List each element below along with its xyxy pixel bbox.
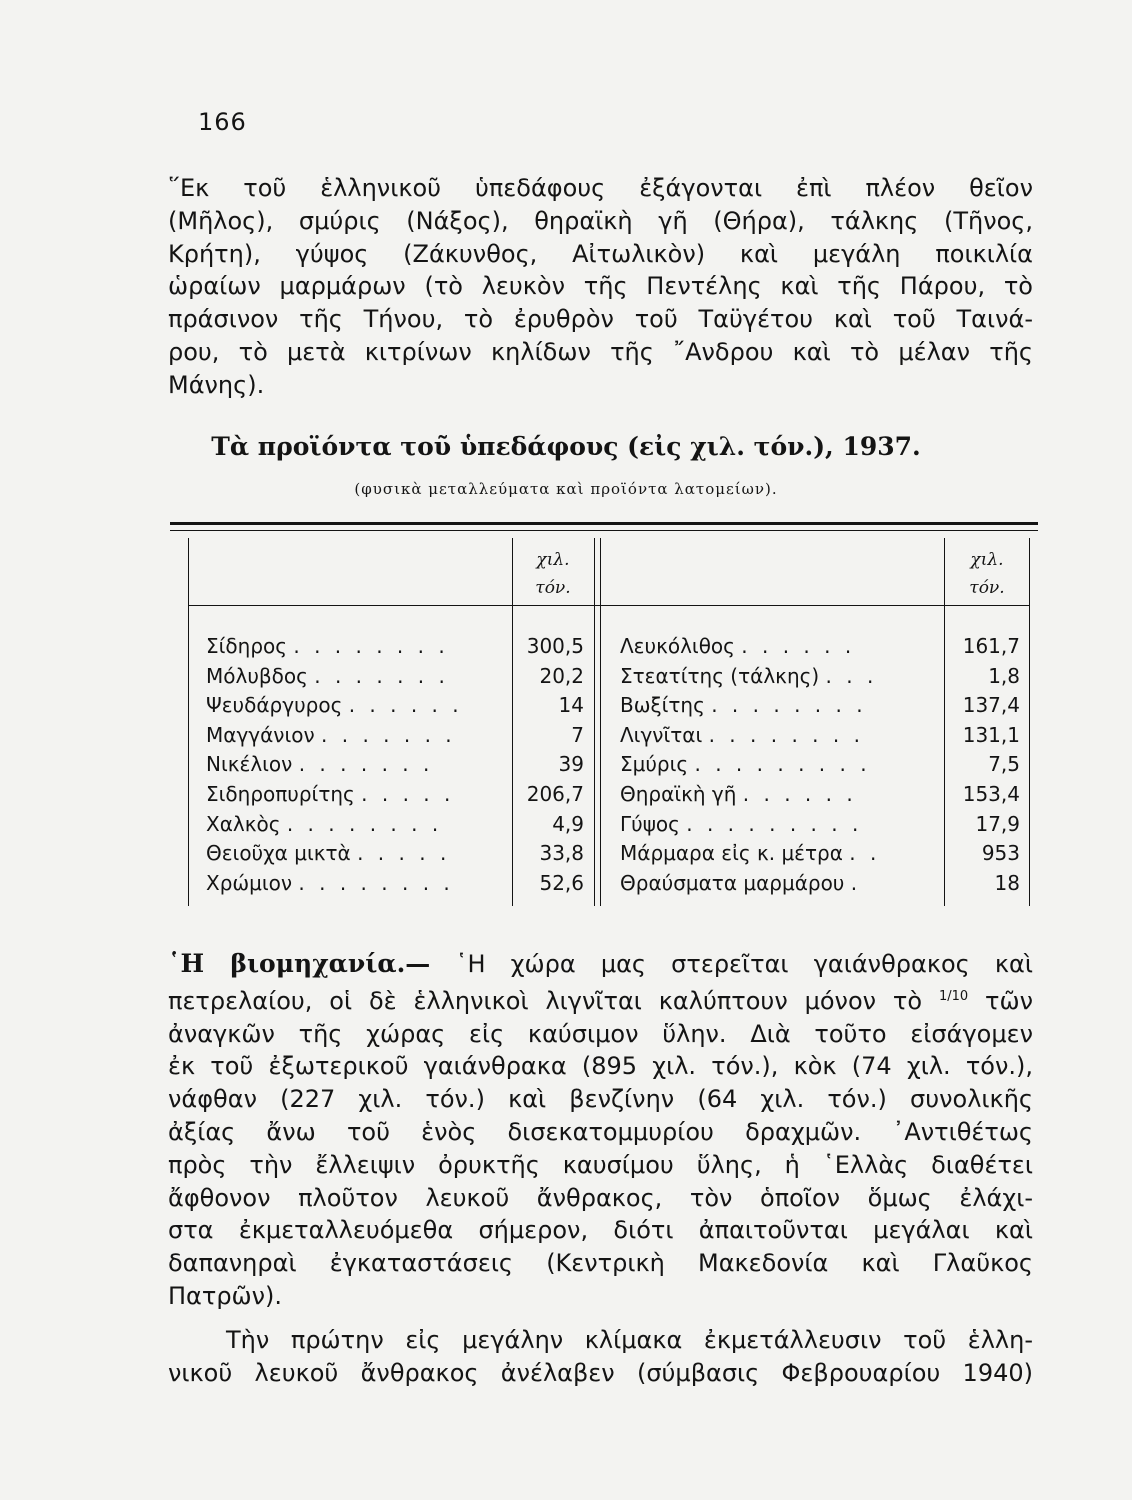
leader-dots: . . . . . . . . bbox=[293, 634, 449, 658]
table-row-value: 52,6 bbox=[539, 870, 584, 895]
table-row-name bbox=[620, 780, 857, 809]
table-divider bbox=[594, 538, 595, 906]
leader-dots: . . . . . . bbox=[348, 693, 463, 718]
material-name: Βωξίτης bbox=[620, 693, 705, 718]
table-row-name bbox=[206, 721, 456, 750]
leader-dots: . . . . . . . . bbox=[298, 870, 454, 895]
unit-header-line: τόν. bbox=[535, 578, 571, 598]
material-name: Μαγγάνιον bbox=[206, 722, 315, 747]
leader-dots: . . . . . . bbox=[741, 634, 856, 658]
industry-line: ἀξίας ἄνω τοῦ ἑνὸς δισεκατομμυρίου δραχμῶν. ᾿Αντιθέτως bbox=[168, 1117, 1033, 1146]
table-divider bbox=[600, 538, 601, 906]
industry-line: ἐκ τοῦ ἐξωτερικοῦ γαιάνθρακα (895 χιλ. τόν.), κὸκ (74 χιλ. τόν.), bbox=[168, 1052, 1033, 1081]
material-name: Σίδηρος bbox=[206, 634, 287, 658]
leader-dots: . . bbox=[849, 841, 881, 866]
table-row-value: 953 bbox=[981, 841, 1020, 866]
industry-line: ἄφθονον πλοῦτον λευκοῦ ἄνθρακος, τὸν ὁποῖον ὅμως ἐλάχι- bbox=[168, 1183, 1033, 1212]
table-row-name bbox=[620, 750, 871, 779]
intro-line: πράσινον τῆς Τήνου, τὸ ἐρυθρὸν τοῦ Ταϋγέτου καὶ τοῦ Ταινά- bbox=[168, 305, 1033, 334]
material-name: Μόλυβδος bbox=[206, 663, 308, 688]
industry-line bbox=[168, 981, 1033, 1018]
table-row-value: 206,7 bbox=[526, 782, 584, 806]
leader-dots: . . . bbox=[825, 663, 878, 688]
table-row-name bbox=[620, 691, 867, 720]
leader-dots: . . . . . . . . bbox=[286, 811, 443, 836]
industry-line: πρὸς τὴν ἔλλειψιν ὀρυκτῆς καυσίμου ὕλης, ἡ ῾Ελλὰς διαθέτει bbox=[168, 1150, 1033, 1179]
intro-line: ρου, τὸ μετὰ κιτρίνων κηλίδων τῆς ῎Ανδρου καὶ τὸ μέλαν τῆς bbox=[168, 337, 1033, 366]
table-row-value: 153,4 bbox=[962, 782, 1020, 806]
table-border-left bbox=[188, 538, 189, 906]
table-row-name bbox=[620, 632, 855, 661]
final-line: νικοῦ λευκοῦ ἄνθρακος ἀνέλαβεν (σύμβασις Φεβρουαρίου 1940) bbox=[168, 1358, 1033, 1387]
intro-line: (Μῆλος), σμύρις (Νάξος), θηραϊκὴ γῆ (Θήρα), τάλκης (Τῆνος, bbox=[168, 206, 1033, 235]
table-row-name bbox=[206, 780, 454, 809]
intro-line: ῞Εκ τοῦ ἑλληνικοῦ ὑπεδάφους ἐξάγονται ἐπὶ πλέον θεῖον bbox=[168, 174, 1033, 202]
table-row-value: 39 bbox=[558, 752, 584, 777]
table-row-name bbox=[206, 662, 449, 691]
table-top-rule bbox=[170, 522, 1038, 525]
industry-line: ἀναγκῶν τῆς χώρας εἰς καύσιμον ὕλην. Διὰ τοῦτο εἰσάγομεν bbox=[168, 1019, 1033, 1048]
leader-dots: . . . . . . . bbox=[314, 663, 449, 688]
table-row-value: 7,5 bbox=[988, 752, 1020, 777]
material-name: Μάρμαρα εἰς κ. μέτρα bbox=[620, 841, 843, 866]
leader-dots: . . . . . . . . bbox=[711, 693, 867, 718]
intro-line: ὡραίων μαρμάρων (τὸ λευκὸν τῆς Πεντέλης καὶ τῆς Πάρου, τὸ bbox=[168, 272, 1033, 301]
table-top-rule-thin bbox=[170, 530, 1038, 531]
table-row-value: 7 bbox=[571, 722, 584, 747]
table-row-value: 161,7 bbox=[962, 634, 1020, 658]
leader-dots: . . . . . . bbox=[742, 782, 857, 806]
industry-line-text: ῾Η χώρα μας στερεῖται γαιάνθρακος καὶ bbox=[430, 950, 1033, 978]
leader-dots: . bbox=[850, 870, 862, 895]
final-paragraph bbox=[168, 1324, 1033, 1390]
table-row-name bbox=[206, 691, 463, 720]
material-name: Θειοῦχα μικτὰ bbox=[206, 841, 351, 866]
table-row-value: 18 bbox=[994, 870, 1020, 895]
leader-dots: . . . . . . . . . bbox=[686, 811, 863, 836]
material-name: Ψευδάργυρος bbox=[206, 693, 343, 718]
table-row-value: 20,2 bbox=[539, 663, 584, 688]
material-name: Σμύρις bbox=[620, 752, 689, 777]
page-number: 166 bbox=[198, 108, 247, 136]
industry-line: Πατρῶν). bbox=[168, 1281, 283, 1310]
intro-paragraph bbox=[168, 172, 1033, 402]
material-name: Σιδηροπυρίτης bbox=[206, 782, 355, 806]
material-name: Γύψος bbox=[620, 811, 680, 836]
table-row-value: 33,8 bbox=[539, 841, 584, 866]
intro-line: Μάνης). bbox=[168, 370, 265, 399]
table-row-name bbox=[206, 810, 442, 839]
table-row-value: 14 bbox=[558, 693, 584, 718]
table-row-value: 131,1 bbox=[962, 722, 1020, 747]
material-name: Νικέλιον bbox=[206, 752, 293, 777]
industry-line-text: τῶν bbox=[985, 986, 1033, 1015]
table-row-value: 137,4 bbox=[962, 693, 1020, 718]
material-name: Λιγνῖται bbox=[620, 722, 703, 747]
material-name: Χρώμιον bbox=[206, 870, 293, 895]
table-row-name bbox=[206, 632, 449, 661]
table-row-name bbox=[620, 662, 877, 691]
intro-line: Κρήτη), γύψος (Ζάκυνθος, Αἰτωλικὸν) καὶ μεγάλη ποικιλία bbox=[168, 239, 1033, 268]
fraction: 1/10 bbox=[938, 988, 969, 1004]
industry-line-text: πετρελαίου, οἱ δὲ ἑλληνικοὶ λιγνῖται καλύπτουν μόνον τὸ bbox=[168, 986, 923, 1015]
unit-header-line: τόν. bbox=[969, 578, 1005, 598]
unit-header-left bbox=[512, 546, 594, 602]
leader-dots: . . . . . bbox=[361, 782, 455, 806]
table-row-name bbox=[620, 810, 862, 839]
table-subtitle: (φυσικὰ μεταλλεύματα καὶ προϊόντα λατομείων). bbox=[354, 480, 778, 498]
table-row-name bbox=[206, 750, 433, 779]
table-row-name bbox=[620, 839, 880, 868]
unit-header-line: χιλ. bbox=[536, 550, 570, 570]
final-line: Τὴν πρώτην εἰς μεγάλην κλίμακα ἐκμετάλλευσιν τοῦ ἑλλη- bbox=[226, 1326, 1033, 1354]
material-name: Θραύσματα μαρμάρου bbox=[620, 870, 845, 895]
header-separator bbox=[188, 605, 1030, 606]
table-row-name bbox=[620, 869, 861, 898]
table-row-name bbox=[620, 721, 864, 750]
leader-dots: . . . . . . . bbox=[298, 752, 434, 777]
unit-header-right bbox=[944, 546, 1030, 602]
material-name: Στεατίτης (τάλκης) bbox=[620, 663, 820, 688]
industry-line: δαπανηραὶ ἐγκαταστάσεις (Κεντρικὴ Μακεδονία καὶ Γλαῦκος bbox=[168, 1249, 1033, 1278]
leader-dots: . . . . . . . . . bbox=[694, 752, 871, 777]
industry-heading: ῾Η βιομηχανία.— bbox=[168, 949, 431, 978]
table-row-value: 17,9 bbox=[975, 811, 1020, 836]
industry-line: στα ἐκμεταλλευόμεθα σήμερον, διότι ἀπαιτοῦνται μεγάλαι καὶ bbox=[168, 1216, 1033, 1245]
leader-dots: . . . . . bbox=[357, 841, 451, 866]
table-row-name bbox=[206, 869, 454, 898]
industry-line: νάφθαν (227 χιλ. τόν.) καὶ βενζίνην (64 χιλ. τόν.) συνολικῆς bbox=[168, 1085, 1033, 1114]
unit-header-line: χιλ. bbox=[970, 550, 1004, 570]
table-row-value: 4,9 bbox=[552, 811, 584, 836]
table-row-name bbox=[206, 839, 450, 868]
table-row-value: 1,8 bbox=[988, 663, 1020, 688]
industry-line bbox=[168, 948, 1033, 981]
material-name: Θηραϊκὴ γῆ bbox=[620, 782, 737, 806]
industry-paragraph bbox=[168, 948, 1033, 1313]
table-row-value: 300,5 bbox=[526, 634, 584, 658]
material-name: Λευκόλιθος bbox=[620, 634, 735, 658]
table-title: Τὰ προϊόντα τοῦ ὑπεδάφους (εἰς χιλ. τόν.), 1937. bbox=[211, 432, 921, 461]
leader-dots: . . . . . . . . bbox=[708, 722, 864, 747]
leader-dots: . . . . . . . bbox=[321, 722, 456, 747]
material-name: Χαλκὸς bbox=[206, 811, 281, 836]
